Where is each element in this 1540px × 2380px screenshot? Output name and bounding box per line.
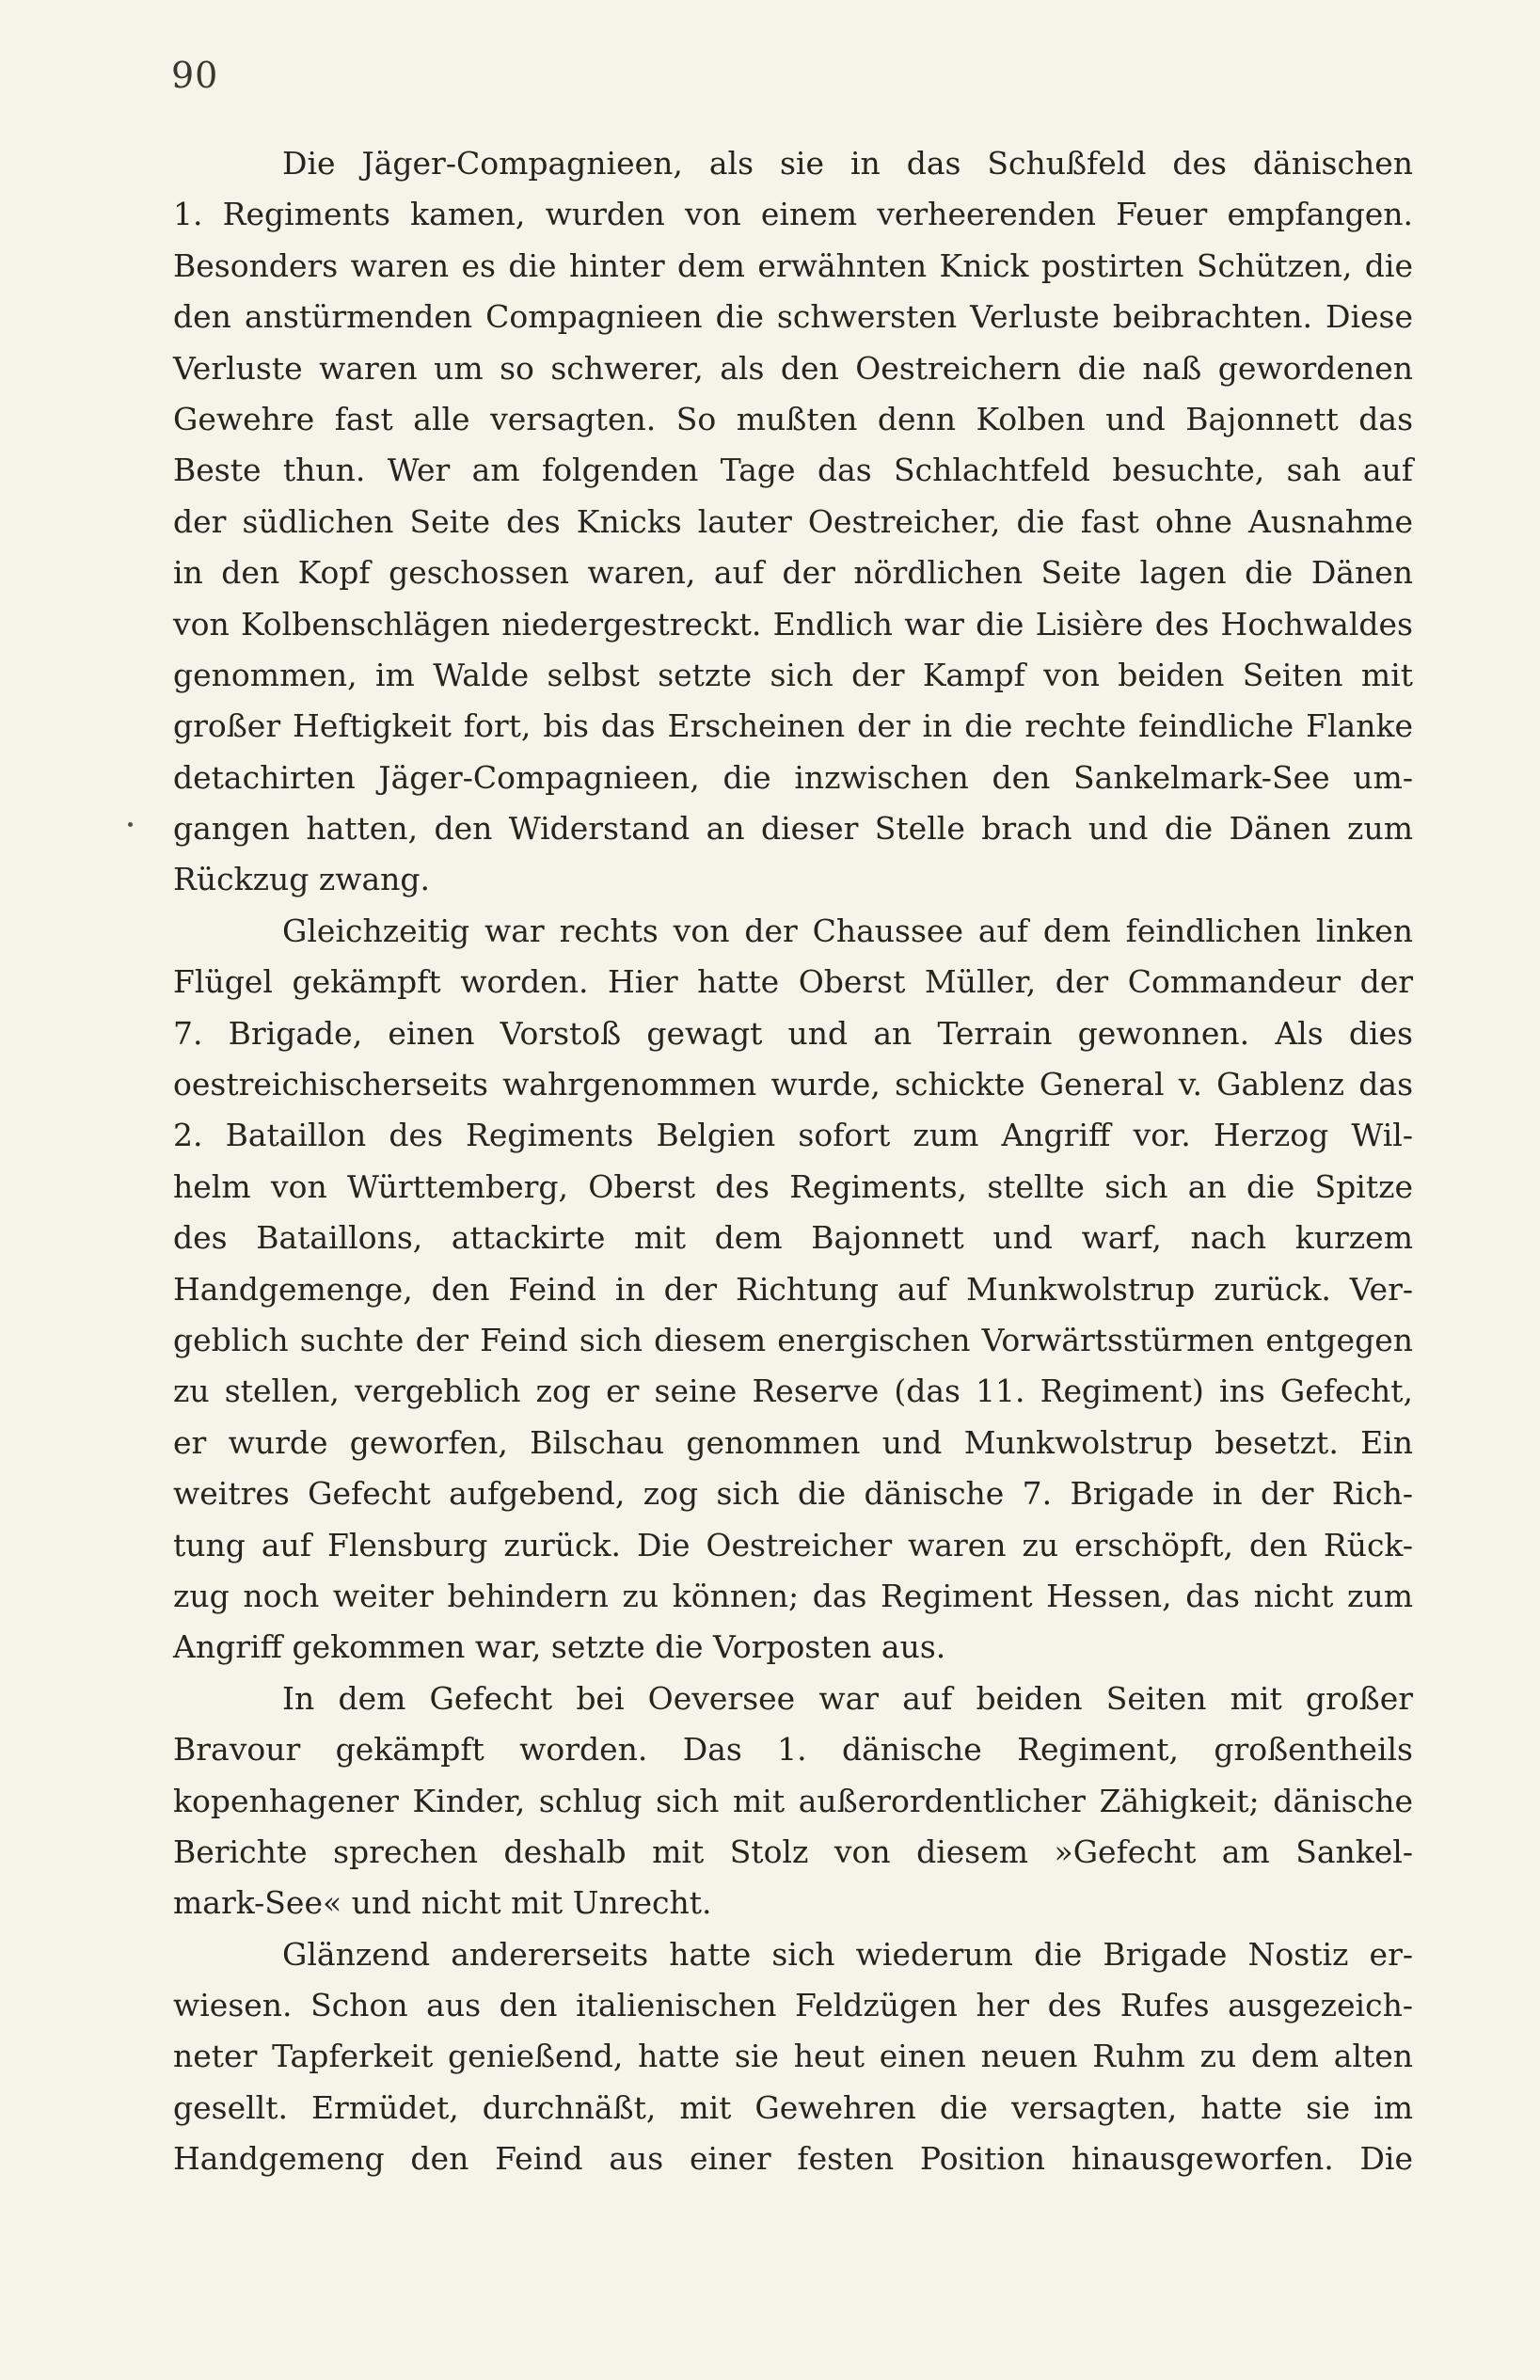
- text-line: von Kolbenschlägen niedergestreckt. Endlich war die Lisière des Hochwaldes: [173, 605, 1413, 643]
- text-line: weitres Gefecht aufgebend, zog sich die dänische 7. Brigade in der Rich-: [173, 1475, 1413, 1513]
- page-number: 90: [171, 55, 219, 96]
- text-line: Rückzug zwang.: [173, 861, 431, 898]
- text-line: in den Kopf geschossen waren, auf der nördlichen Seite lagen die Dänen: [173, 554, 1413, 592]
- text-line: zug noch weiter behindern zu können; das Regiment Hessen, das nicht zum: [173, 1577, 1413, 1614]
- text-line: Gewehre fast alle versagten. So mußten denn Kolben und Bajonnett das: [173, 400, 1413, 437]
- text-line: wiesen. Schon aus den italienischen Feldzügen her des Rufes ausgezeich-: [173, 1987, 1413, 2024]
- text-line: helm von Württemberg, Oberst des Regiments, stellte sich an die Spitze: [173, 1167, 1413, 1205]
- text-line: Bravour gekämpft worden. Das 1. dänische Regiment, großentheils: [173, 1731, 1413, 1769]
- text-line: er wurde geworfen, Bilschau genommen und Munkwolstrup besetzt. Ein: [173, 1423, 1413, 1461]
- text-line: gesellt. Ermüdet, durchnäßt, mit Gewehren die versagten, hatte sie im: [173, 2088, 1413, 2126]
- text-line: großer Heftigkeit fort, bis das Erscheinen der in die rechte feindliche Flanke: [173, 707, 1413, 745]
- text-line: genommen, im Walde selbst setzte sich der Kampf von beiden Seiten mit: [173, 656, 1413, 693]
- text-line: Handgemenge, den Feind in der Richtung auf Munkwolstrup zurück. Ver-: [173, 1270, 1413, 1308]
- text-line: Gleichzeitig war rechts von der Chaussee auf dem feindlichen linken: [282, 912, 1413, 949]
- text-line: kopenhagener Kinder, schlug sich mit außerordentlicher Zähigkeit; dänische: [173, 1782, 1413, 1819]
- text-line: den anstürmenden Compagnieen die schwersten Verluste beibrachten. Diese: [173, 298, 1413, 336]
- text-line: oestreichischerseits wahrgenommen wurde, schickte General v. Gablenz das: [173, 1066, 1413, 1103]
- text-line: Flügel gekämpft worden. Hier hatte Oberst Müller, der Commandeur der: [173, 963, 1413, 1001]
- text-line: Besonders waren es die hinter dem erwähnten Knick postirten Schützen, die: [173, 246, 1413, 284]
- text-line: des Bataillons, attackirte mit dem Bajonnett und warf, nach kurzem: [173, 1219, 1413, 1257]
- text-line: 1. Regiments kamen, wurden von einem verheerenden Feuer empfangen.: [173, 196, 1413, 233]
- text-line: Handgemeng den Feind aus einer festen Position hinausgeworfen. Die: [173, 2140, 1413, 2178]
- text-line: In dem Gefecht bei Oeversee war auf beiden Seiten mit großer: [282, 1679, 1413, 1717]
- text-line: geblich suchte der Feind sich diesem energischen Vorwärtsstürmen entgegen: [173, 1321, 1413, 1358]
- text-line: 7. Brigade, einen Vorstoß gewagt und an Terrain gewonnen. Als dies: [173, 1014, 1413, 1052]
- text-line: Die Jäger-Compagnieen, als sie in das Schußfeld des dänischen: [282, 145, 1413, 182]
- text-line: Angriff gekommen war, setzte die Vorposten aus.: [173, 1628, 946, 1666]
- text-line: detachirten Jäger-Compagnieen, die inzwischen den Sankelmark-See um-: [173, 758, 1413, 796]
- text-line: Glänzend andererseits hatte sich wiederum die Brigade Nostiz er-: [282, 1935, 1413, 1973]
- text-line: 2. Bataillon des Regiments Belgien sofort zum Angriff vor. Herzog Wil-: [173, 1117, 1413, 1154]
- text-line: Verluste waren um so schwerer, als den Oestreichern die naß gewordenen: [173, 349, 1413, 387]
- text-line: tung auf Flensburg zurück. Die Oestreicher waren zu erschöpft, den Rück-: [173, 1526, 1413, 1563]
- ink-speck: [128, 822, 133, 827]
- text-line: Berichte sprechen deshalb mit Stolz von diesem »Gefecht am Sankel-: [173, 1833, 1413, 1870]
- text-line: zu stellen, vergeblich zog er seine Reserve (das 11. Regiment) ins Gefecht,: [173, 1372, 1413, 1410]
- text-line: Beste thun. Wer am folgenden Tage das Schlachtfeld besuchte, sah auf: [173, 452, 1413, 489]
- body-text: [173, 138, 1413, 2185]
- text-line: mark-See« und nicht mit Unrecht.: [173, 1884, 712, 1922]
- text-line: neter Tapferkeit genießend, hatte sie heut einen neuen Ruhm zu dem alten: [173, 2038, 1413, 2075]
- text-line: gangen hatten, den Widerstand an dieser Stelle brach und die Dänen zum: [173, 810, 1413, 848]
- text-line: der südlichen Seite des Knicks lauter Oestreicher, die fast ohne Ausnahme: [173, 502, 1413, 540]
